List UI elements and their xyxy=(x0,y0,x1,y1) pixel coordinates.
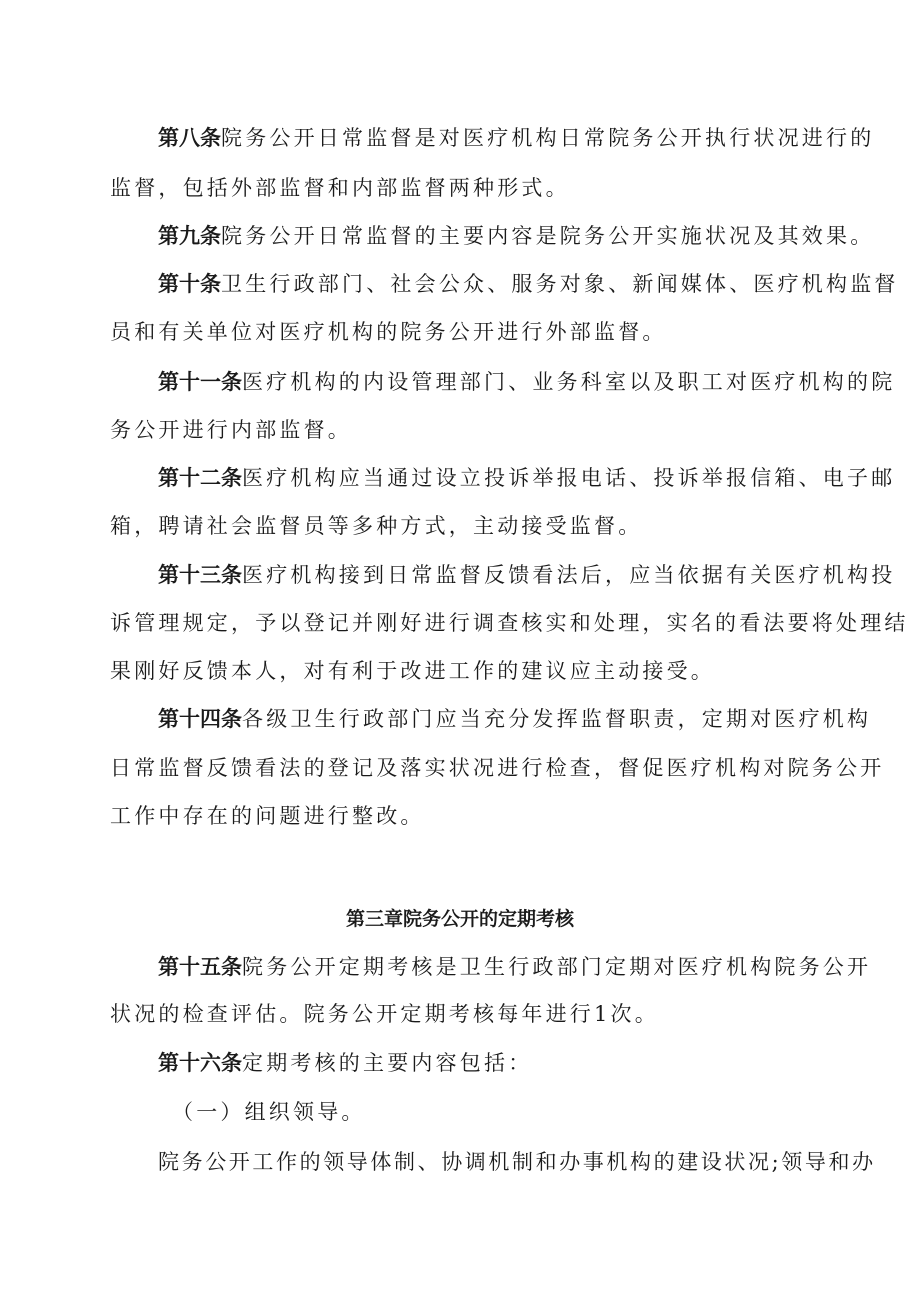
chapter-3-heading: 第三章院务公开的定期考核 xyxy=(345,908,574,930)
article-13-text-1: 医疗机构接到日常监督反馈看法后，应当依据有关医疗机构投 xyxy=(242,563,896,587)
article-9-label: 第九条 xyxy=(158,224,221,248)
article-12-line-2: 箱，聘请社会监督员等多种方式，主动接受监督。 xyxy=(110,514,643,538)
article-8-text-1: 院务公开日常监督是对医疗机构日常院务公开执行状况进行的 xyxy=(221,126,875,150)
article-14-line-1 xyxy=(0,705,920,733)
article-10-line-2: 员和有关单位对医疗机构的院务公开进行外部监督。 xyxy=(110,320,667,344)
article-15-text-1: 院务公开定期考核是卫生行政部门定期对医疗机构院务公开 xyxy=(242,955,872,979)
article-9-text-1: 院务公开日常监督的主要内容是院务公开实施状况及其效果。 xyxy=(221,224,875,248)
article-12-line-1 xyxy=(0,464,920,492)
article-16-text-1: 定期考核的主要内容包括： xyxy=(242,1051,533,1075)
article-8-label: 第八条 xyxy=(158,126,221,150)
article-14-line-2: 日常监督反馈看法的登记及落实状况进行检查，督促医疗机构对院务公开 xyxy=(110,756,885,780)
article-10-label: 第十条 xyxy=(158,272,221,296)
article-8-line-1 xyxy=(0,124,920,152)
article-14-label: 第十四条 xyxy=(158,707,242,731)
article-10-text-1: 卫生行政部门、社会公众、服务对象、新闻媒体、医疗机构监督 xyxy=(221,272,899,296)
article-10-line-1 xyxy=(0,270,920,298)
article-13-line-1 xyxy=(0,561,920,589)
article-13-line-2: 诉管理规定，予以登记并刚好进行调查核实和处理，实名的看法要将处理结 xyxy=(110,611,909,635)
article-13-label: 第十三条 xyxy=(158,563,242,587)
article-14-text-1: 各级卫生行政部门应当充分发挥监督职责，定期对医疗机构 xyxy=(242,707,872,731)
article-9-line-1 xyxy=(0,222,920,250)
article-15-line-1 xyxy=(0,953,920,981)
article-13-line-3: 果刚好反馈本人，对有利于改进工作的建议应主动接受。 xyxy=(110,659,715,683)
article-11-text-1: 医疗机构的内设管理部门、业务科室以及职工对医疗机构的院 xyxy=(242,370,896,394)
article-11-label: 第十一条 xyxy=(158,370,242,394)
article-12-text-1: 医疗机构应当通过设立投诉举报电话、投诉举报信箱、电子邮 xyxy=(242,466,896,490)
item-1-text: 院务公开工作的领导体制、协调机制和办事机构的建设状况;领导和办 xyxy=(158,1150,876,1174)
article-15-label: 第十五条 xyxy=(158,955,242,979)
article-11-line-1 xyxy=(0,368,920,396)
article-15-line-2: 状况的检查评估。院务公开定期考核每年进行1次。 xyxy=(110,1002,659,1026)
article-16-label: 第十六条 xyxy=(158,1051,242,1075)
item-1-heading: （一）组织领导。 xyxy=(172,1100,366,1124)
article-12-label: 第十二条 xyxy=(158,466,242,490)
article-11-line-2: 务公开进行内部监督。 xyxy=(110,418,352,442)
article-14-line-3: 工作中存在的问题进行整改。 xyxy=(110,804,425,828)
article-8-line-2: 监督，包括外部监督和内部监督两种形式。 xyxy=(110,176,570,200)
article-16-line-1 xyxy=(0,1049,920,1077)
